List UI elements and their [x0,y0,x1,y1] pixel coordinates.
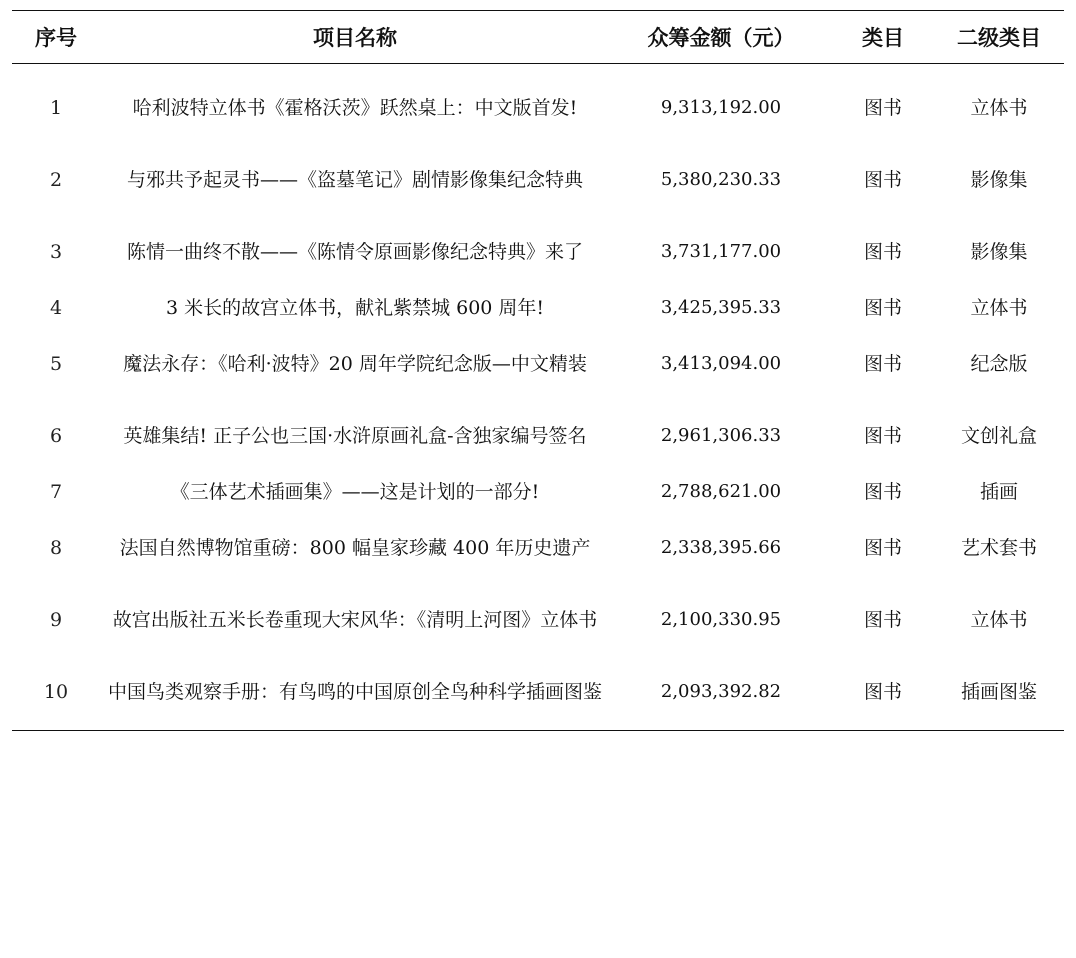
table-row [12,216,1064,288]
cell-index: 4 [49,297,63,319]
cell-index: 8 [49,537,63,559]
table-row [12,472,1064,512]
cell-amount: 2,100,330.95 [660,609,782,630]
cell-project-name: 陈情一曲终不散——《陈情令原画影像纪念特典》来了 [126,241,583,263]
cell-index: 7 [49,481,63,503]
cell-subcategory: 插画图鉴 [934,656,1064,731]
cell-subcategory: 立体书 [970,297,1028,319]
cell-subcategory: 影像集 [970,241,1028,263]
cell-category: 图书 [832,656,934,731]
table-row [12,328,1064,400]
cell-index: 3 [49,241,63,263]
cell-category: 图书 [863,537,902,559]
crowdfunding-ranking-table [12,10,1064,731]
cell-subcategory: 立体书 [970,609,1028,631]
cell-category: 图书 [863,609,902,631]
cell-amount: 3,425,395.33 [660,297,782,318]
cell-amount: 2,788,621.00 [660,481,782,502]
table-row [12,144,1064,216]
crowdfunding-table-container [12,10,1064,731]
table-row [12,584,1064,656]
cell-category: 图书 [863,353,902,375]
cell-amount: 2,338,395.66 [660,537,782,558]
cell-category: 图书 [863,241,902,263]
cell-project-name: 英雄集结! 正子公也三国·水浒原画礼盒-含独家编号签名 [123,425,587,447]
table-header [12,11,1064,64]
cell-project-name: 3 米长的故宫立体书，献礼紫禁城 600 周年! [165,297,545,319]
cell-index: 10 [12,656,100,731]
cell-index: 9 [49,609,63,631]
cell-amount: 3,413,094.00 [660,353,782,374]
cell-subcategory: 纪念版 [970,353,1028,375]
table-row [12,400,1064,472]
cell-category: 图书 [863,97,902,119]
table-row [12,288,1064,328]
cell-project-name: 哈利波特立体书《霍格沃茨》跃然桌上：中文版首发! [132,97,578,119]
table-row [12,512,1064,584]
cell-index: 6 [49,425,63,447]
cell-subcategory: 艺术套书 [960,537,1037,559]
table-row [12,656,1064,731]
cell-category: 图书 [863,425,902,447]
cell-index: 1 [49,97,63,119]
cell-index: 2 [49,169,63,191]
cell-amount: 2,093,392.82 [610,656,832,731]
header-subcategory: 二级类目 [934,11,1064,64]
table-row [12,64,1064,145]
header-project-name: 项目名称 [100,11,610,64]
cell-amount: 3,731,177.00 [660,241,782,262]
cell-category: 图书 [863,297,902,319]
header-row [12,11,1064,64]
cell-project-name: 与邪共予起灵书——《盗墓笔记》剧情影像集纪念特典 [126,169,583,191]
cell-project-name: 《三体艺术插画集》——这是计划的一部分! [170,481,540,503]
cell-subcategory: 插画 [979,481,1018,503]
cell-amount: 5,380,230.33 [660,169,782,190]
cell-project-name: 魔法永存：《哈利·波特》20 周年学院纪念版—中文精装 [123,353,587,375]
header-index: 序号 [12,11,100,64]
cell-project-name: 故宫出版社五米长卷重现大宋风华：《清明上河图》立体书 [112,609,598,631]
cell-index: 5 [49,353,63,375]
cell-project-name: 中国鸟类观察手册：有鸟鸣的中国原创全鸟种科学插画图鉴 [100,656,610,731]
table-body [12,64,1064,731]
header-category: 类目 [832,11,934,64]
cell-category: 图书 [863,169,902,191]
cell-category: 图书 [863,481,902,503]
cell-amount: 9,313,192.00 [660,97,782,118]
header-amount: 众筹金额（元） [610,11,832,64]
cell-amount: 2,961,306.33 [660,425,782,446]
cell-subcategory: 立体书 [970,97,1028,119]
cell-subcategory: 文创礼盒 [960,425,1037,447]
cell-subcategory: 影像集 [970,169,1028,191]
cell-project-name: 法国自然博物馆重磅：800 幅皇家珍藏 400 年历史遗产 [119,537,591,559]
